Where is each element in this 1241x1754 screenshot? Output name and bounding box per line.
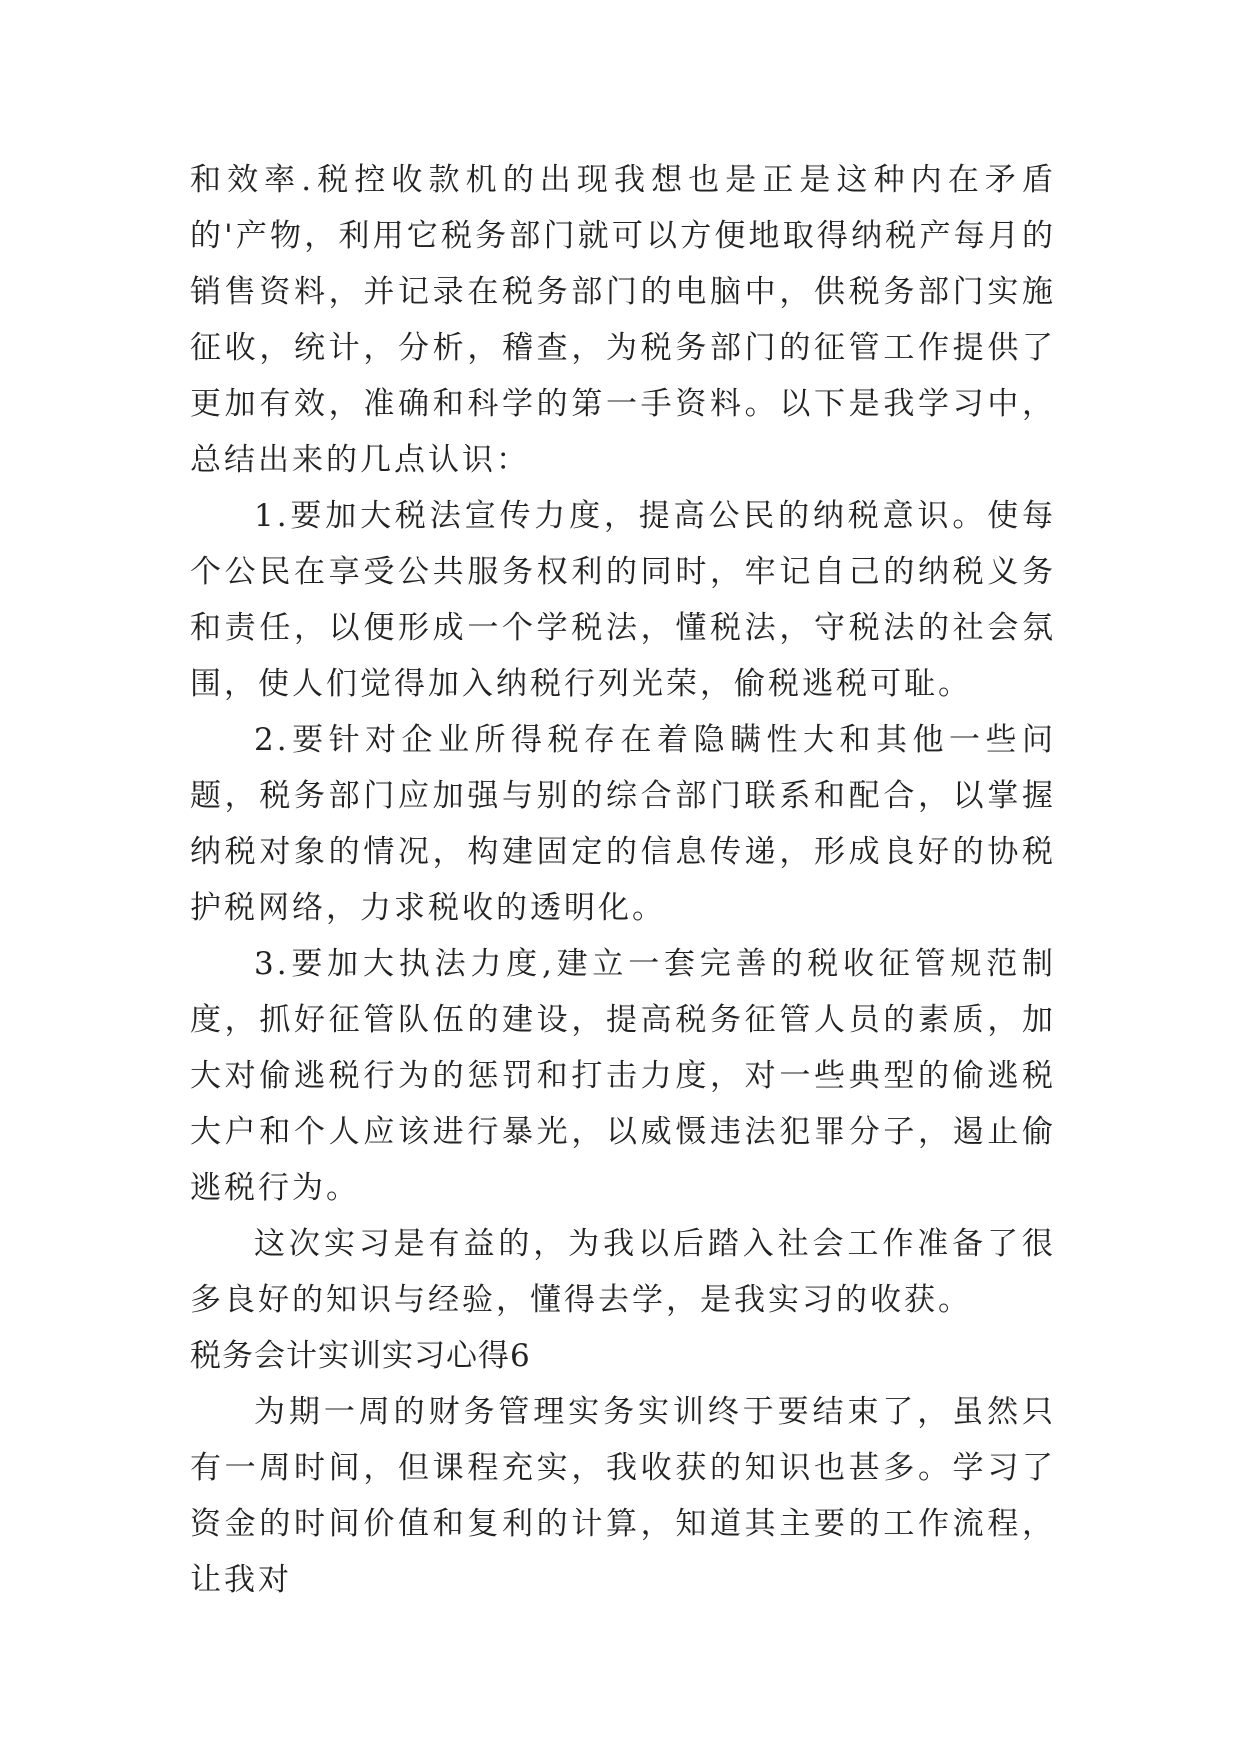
paragraph-point-2: 2.要针对企业所得税存在着隐瞒性大和其他一些问题，税务部门应加强与别的综合部门联系和配合，以掌握纳税对象的情况，构建固定的信息传递，形成良好的协税护税网络，力求税收的透明化。 [190,722,1056,926]
paragraph-conclusion: 这次实习是有益的，为我以后踏入社会工作准备了很多良好的知识与经验，懂得去学，是我实习的收获。 [190,1226,1056,1318]
paragraph-section-6-intro: 为期一周的财务管理实务实训终于要结束了，虽然只有一周时间，但课程充实，我收获的知识也甚多。学习了资金的时间价值和复利的计算，知道其主要的工作流程，让我对 [190,1394,1056,1598]
paragraph-point-3: 3.要加大执法力度,建立一套完善的税收征管规范制度，抓好征管队伍的建设，提高税务征管人员的素质，加大对偷逃税行为的惩罚和打击力度，对一些典型的偷逃税大户和个人应该进行暴光，以威慑违法犯罪分子，遏止偷逃税行为。 [190,946,1056,1206]
paragraph-intro: 和效率.税控收款机的出现我想也是正是这种内在矛盾的'产物，利用它税务部门就可以方便地取得纳税产每月的销售资料，并记录在税务部门的电脑中，供税务部门实施征收，统计，分析，稽查，为税务部门的征管工作提供了更加有效，准确和科学的第一手资料。以下是我学习中，总结出来的几点认识： [190,162,1056,478]
paragraph-point-1: 1.要加大税法宣传力度，提高公民的纳税意识。使每个公民在享受公共服务权利的同时，牢记自己的纳税义务和责任，以便形成一个学税法，懂税法，守税法的社会氛围，使人们觉得加入纳税行列光荣，偷税逃税可耻。 [190,498,1056,702]
section-heading: 税务会计实训实习心得6 [190,1338,531,1374]
document-body [190,152,1056,1608]
